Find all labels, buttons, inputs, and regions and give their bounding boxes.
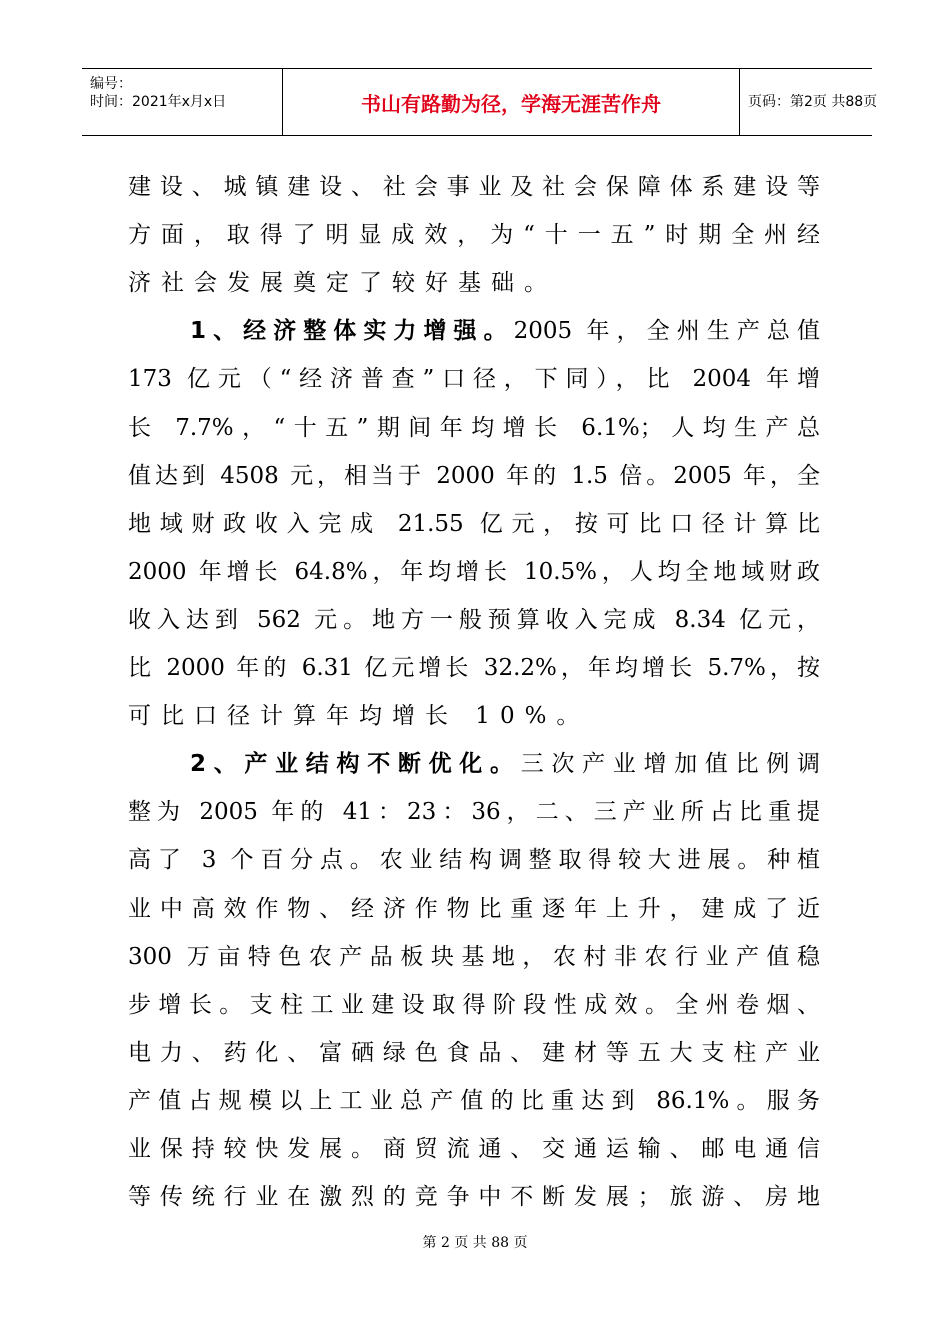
text-line: 步增长。支柱工业建设取得阶段性成效。全州卷烟、 — [128, 991, 820, 1018]
text-line: 收入达到 562 元。地方一般预算收入完成 8.34 亿元， — [128, 606, 820, 633]
text-line: 2000 年增长 64.8%，年均增长 10.5%，人均全地域财政 — [128, 558, 820, 585]
text-line: 整为 2005 年的 41：23：36，二、三产业所占比重提 — [128, 799, 820, 826]
text-line: 高了 3 个百分点。农业结构调整取得较大进展。种植 — [128, 847, 820, 874]
section-heading: 2、产业结构不断优化。 — [190, 751, 521, 778]
page-footer: 第 2 页 共 88 页 — [422, 1235, 528, 1251]
text-line — [190, 316, 820, 346]
motto-text: 书山有路勤为径，学海无涯苦作舟 — [361, 92, 661, 116]
text-line: 比 2000 年的 6.31 亿元增长 32.2%，年均增长 5.7%，按 — [128, 655, 820, 681]
page-label: 页码：第2页 共88页 — [748, 94, 878, 110]
text-line: 值达到 4508 元，相当于 2000 年的 1.5 倍。2005 年，全 — [128, 462, 820, 489]
text-line: 173 亿元（“经济普查”口径，下同），比 2004 年增 — [128, 366, 820, 393]
text-line: 济社会发展奠定了较好基础。 — [128, 270, 557, 297]
section-text: 三次产业增加值比例调 — [520, 751, 820, 778]
text-line: 地域财政收入完成 21.55 亿元，按可比口径计算比 — [128, 510, 820, 537]
text-line: 可比口径计算年均增长 10%。 — [128, 703, 590, 730]
text-line: 业中高效作物、经济作物比重逐年上升，建成了近 — [128, 895, 820, 922]
header-info-cell — [82, 69, 282, 135]
section-text: 2005 年，全州生产总值 — [513, 318, 820, 345]
text-line: 等传统行业在激烈的竞争中不断发展；旅游、房地 — [128, 1184, 820, 1211]
text-line: 产值占规模以上工业总产值的比重达到 86.1%。服务 — [128, 1087, 820, 1114]
number-label: 编号： — [90, 76, 132, 92]
text-line: 300 万亩特色农产品板块基地，农村非农行业产值稳 — [128, 943, 820, 970]
time-label: 时间：2021年x月x日 — [90, 94, 227, 110]
text-line: 建设、城镇建设、社会事业及社会保障体系建设等 — [128, 174, 820, 200]
text-line: 长 7.7%，“十五”期间年均增长 6.1%；人均生产总 — [128, 414, 820, 441]
text-line — [190, 749, 820, 779]
motto-cell — [282, 69, 740, 135]
section-heading: 1、经济整体实力增强。 — [190, 318, 514, 345]
page-cell — [740, 69, 878, 135]
text-line: 方面，取得了明显成效，为“十一五”时期全州经 — [128, 222, 820, 249]
text-line: 业保持较快发展。商贸流通、交通运输、邮电通信 — [128, 1136, 820, 1162]
text-line: 电力、药化、富硒绿色食品、建材等五大支柱产业 — [128, 1039, 820, 1066]
header-table — [82, 68, 878, 136]
